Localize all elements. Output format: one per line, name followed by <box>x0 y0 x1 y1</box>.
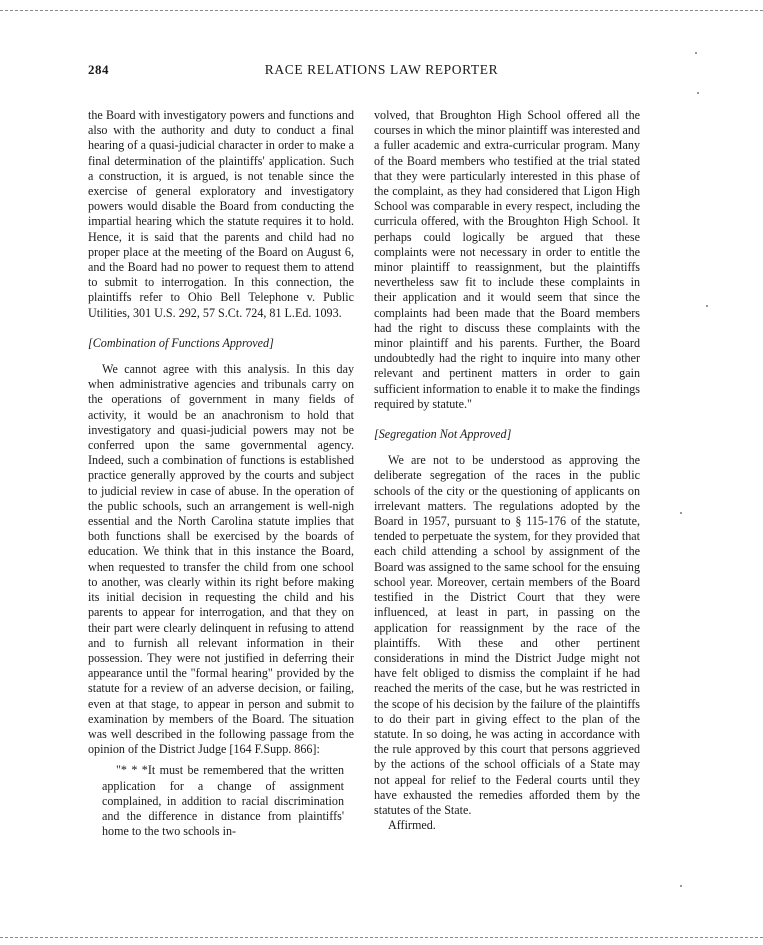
page-header <box>88 62 675 82</box>
right-column <box>374 108 640 833</box>
left-column <box>88 108 354 839</box>
top-scan-rule <box>0 10 763 11</box>
left-paragraph-1: the Board with investigatory powers and functions and also with the authority and duty to conduct a final hearing of a quasi-judicial character in order to make a final determination of the plaintiffs' application. Such a construction, it is argued, is not tenable since the exercise of general exploratory and investigatory powers would disable the Board from conducting the impartial hearing which the statute requires it to hold. Hence, it is said that the parents and child had no proper place at the meeting of the Board on August 6, and the Board had no power to request them to attend to submit to interrogation. In this connection, the plaintiffs refer to Ohio Bell Telephone v. Public Utilities, 301 U.S. 292, 57 S.Ct. 724, 81 L.Ed. 1093. <box>88 108 354 320</box>
scan-speck <box>695 52 697 54</box>
block-quote: "* * *It must be remembered that the written application for a change of assignment complained, in addition to racial discrimination and the difference in distance from plaintiffs' home to the two schools in- <box>102 763 344 839</box>
section-heading-combination: [Combination of Functions Approved] <box>88 335 274 350</box>
scan-speck <box>697 92 699 94</box>
left-paragraph-2: We cannot agree with this analysis. In this day when administrative agencies and tribunals carry on the operations of government in many fields of activity, it would be an anachronism to hold that investigatory and quasi-judicial powers may not be conferred upon the same governmental agency. Indeed, such a combination of functions is established practice generally approved by the courts and subject to judicial review in case of abuse. In the operation of the public schools, such an arrangement is well-nigh essential and the North Carolina statute implies that both functions shall be exercised by the boards of education. We think that in this instance the Board, when requested to transfer the child from one school to another, was clearly within its right before making its initial decision in requesting the child and his parents to appear for interrogation, and that they on their part were clearly delinquent in refusing to attend and to furnish all relevant information in their possession. They were not justified in deferring their appearance until the "formal hearing" provided by the statute for a review of an adverse decision, or failing, even at that stage, to appear in person and submit to examination by members of the Board. The situation was well described in the following passage from the opinion of the District Judge [164 F.Supp. 866]: <box>88 362 354 757</box>
scan-speck <box>680 512 682 514</box>
right-paragraph-2: We are not to be understood as approving the deliberate segregation of the races in the public schools of the city or the questioning of applicants on irrelevant matters. The regulations adopted by the Board in 1957, pursuant to § 115-176 of the statute, tended to perpetuate the system, for they provided that each child attending a school by assignment of the Board was assigned to the same school for the ensuing school year. Moreover, certain members of the Board testified in the District Court that they were influenced, at least in part, in passing on the application for reassignment by the race of the plaintiffs. With these and other pertinent considerations in mind the District Judge might not have felt obliged to dismiss the complaint if he had reached the merits of the case, but he was restricted in the scope of his decision by the failure of the plaintiffs to do their part in giving effect to the plan of the statute. In so doing, he was acting in accordance with the rule approved by this court that persons aggrieved by the actions of the school officials of a State may not appeal for relief to the Federal courts until they have exhausted the remedies afforded them by the statutes of the State. <box>374 453 640 817</box>
right-paragraph-1: volved, that Broughton High School offered all the courses in which the minor plaintiff was interested and a fuller academic and extra-curricular program. Many of the Board members who testified at the trial stated that they were particularly interested in this phase of the complaint, as they had considered that Ligon High School was comparable in every respect, including the curricula offered, with the Broughton High School. It perhaps could logically be argued that these complaints were not necessary in order to entitle the minor plaintiff to reassignment, but the plaintiffs nevertheless saw fit to include these complaints in their application and it would seem that since the complaints had been made that the Board members had the right to discuss these complaints with the minor plaintiff and his parents. Further, the Board undoubtedly had the right to inquire into many other relevant and pertinent matters in order to gain sufficient information to enable it to make the findings required by statute." <box>374 108 640 411</box>
scan-speck <box>680 885 682 887</box>
scan-speck <box>706 305 708 307</box>
affirmed-line: Affirmed. <box>388 818 436 833</box>
running-head: RACE RELATIONS LAW REPORTER <box>264 62 499 77</box>
bottom-scan-rule <box>0 937 763 938</box>
section-heading-segregation: [Segregation Not Approved] <box>374 427 512 442</box>
page-number: 284 <box>88 62 109 77</box>
